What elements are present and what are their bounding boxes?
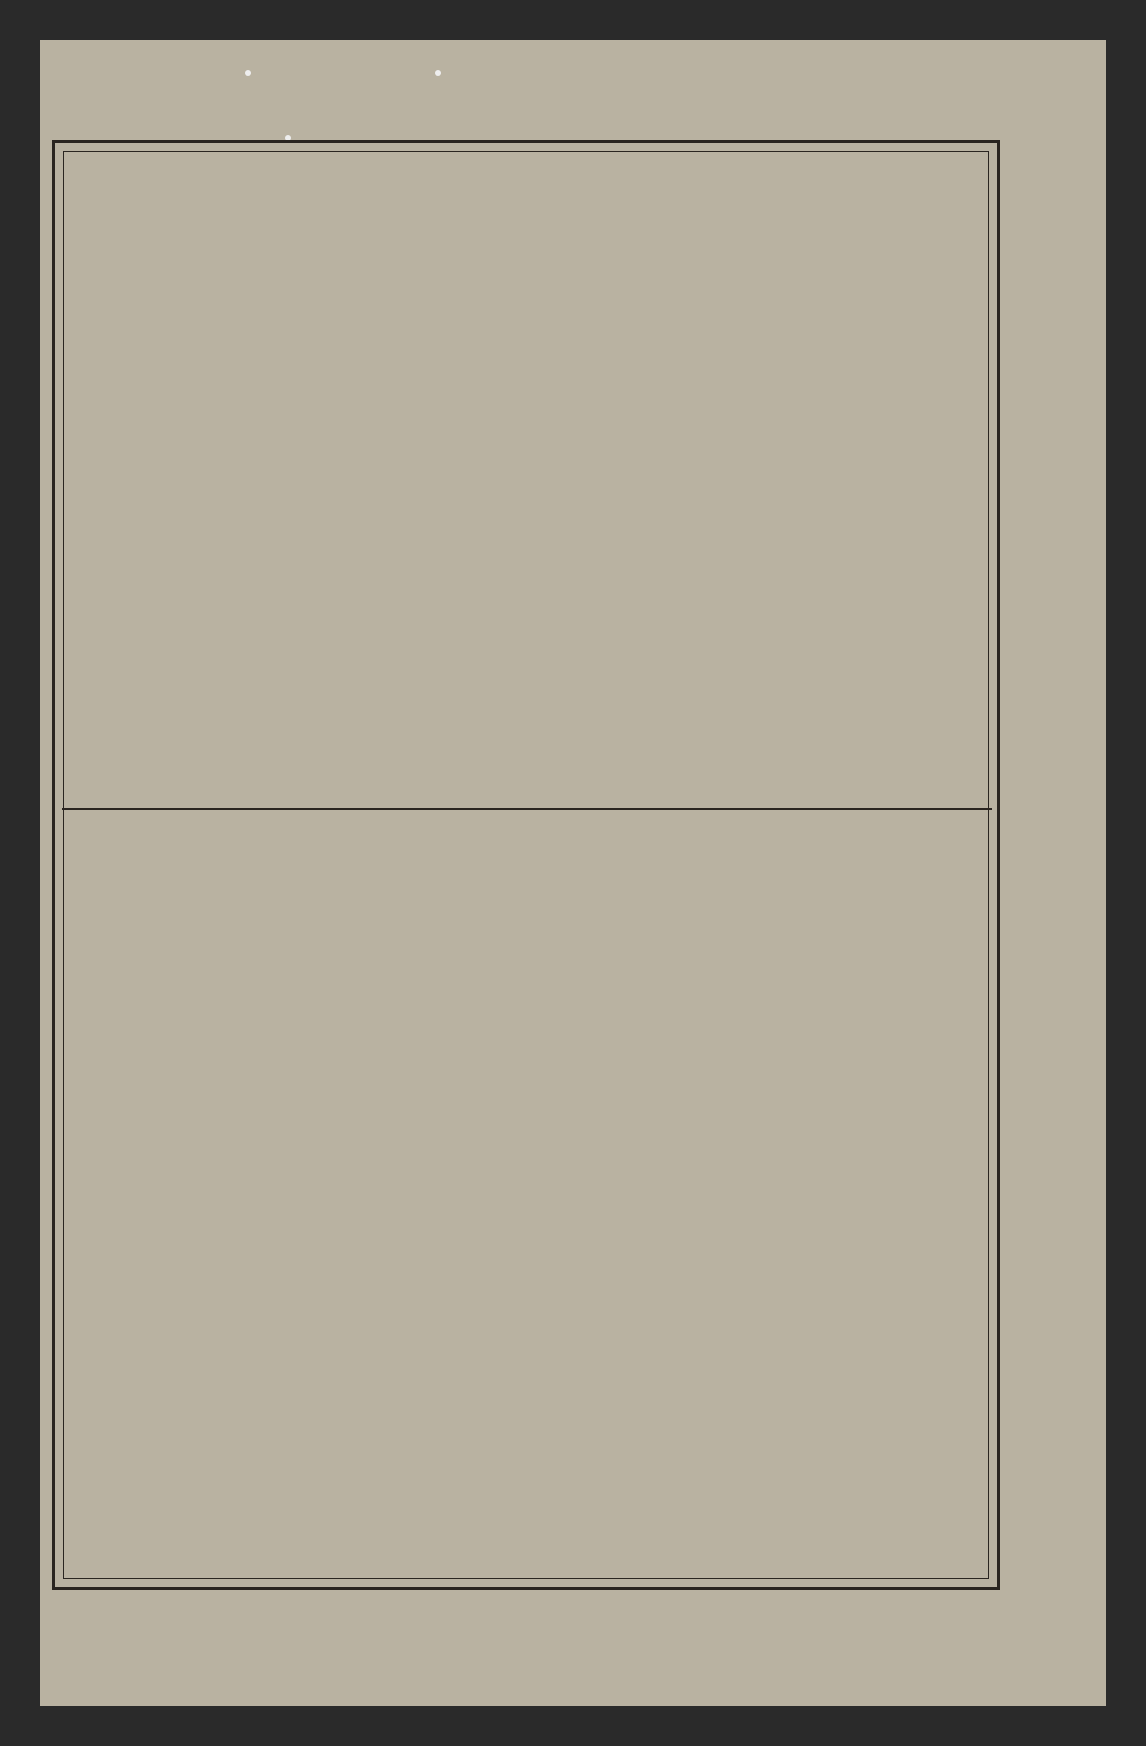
content-frame — [52, 140, 1000, 1590]
paper-speck — [245, 70, 251, 76]
paper-speck — [435, 70, 441, 76]
section-divider — [62, 808, 992, 810]
content-frame-inner — [63, 151, 989, 1579]
